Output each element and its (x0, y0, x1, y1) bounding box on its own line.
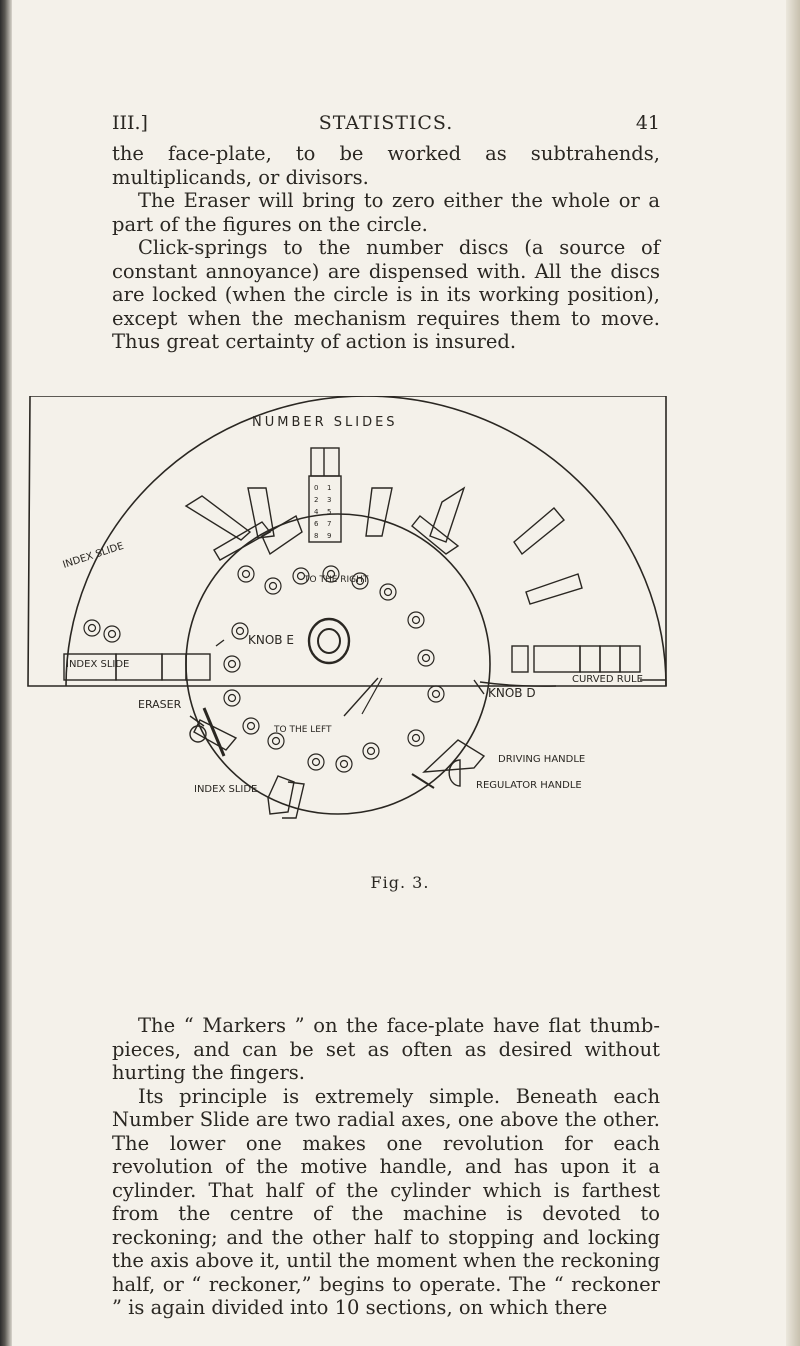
slide-digit: 5 (327, 508, 332, 516)
driving-handle-label: DRIVING HANDLE (498, 754, 586, 765)
slide-digit: 3 (327, 496, 332, 504)
index-slide-bottom-label: INDEX SLIDE (194, 784, 258, 795)
chapter-number: III.] (112, 112, 148, 134)
paragraph: Click-springs to the number discs (a source of constant annoyance) are dispensed with. All the discs are locked (when the circle is in its working position), except when the mechanism requires them to move. Thus great certainty of action is insured. (112, 236, 660, 353)
eraser-label: ERASER (138, 698, 182, 711)
page-number: 41 (635, 112, 660, 134)
slide-digit: 2 (314, 496, 319, 504)
paragraph: The “ Markers ” on the face-plate have flat thumb-pieces, and can be set as often as desired without hurting the fingers. (112, 1014, 660, 1084)
slide-digit: 6 (314, 520, 319, 528)
slide-digit: 1 (327, 484, 332, 492)
paragraph: The Eraser will bring to zero either the whole or a part of the figures on the circle. (112, 189, 660, 236)
paragraph: Its principle is extremely simple. Beneath each Number Slide are two radial axes, one above the other. The lower one makes one revolution for each revolution of the motive handle, and has upon it a cylinder. That half of the cylinder which is farthest from the centre of the machine is devoted to reckoning; and the other half to stopping and locking the axis above it, until the moment when the reckoning half, or “ reckoner,” begins to operate. The “ reckoner ” is again divided into 10 sections, on which there (112, 1084, 660, 1319)
bottom-text-block (112, 1014, 660, 1320)
to-the-right-label: TO THE RIGHT (304, 575, 369, 585)
regulator-handle-label: REGULATOR HANDLE (476, 780, 582, 791)
index-slide-left-label: INDEX SLIDE (66, 659, 130, 670)
figure-caption: Fig. 3. (370, 873, 430, 892)
to-the-left-label: TO THE LEFT (274, 725, 332, 735)
machine-diagram (26, 396, 716, 842)
page-outer-edge (786, 0, 800, 1346)
slide-digit: 4 (314, 508, 319, 516)
paragraph: the face-plate, to be worked as subtrahends, multiplicands, or divisors. (112, 142, 660, 189)
index-slide-top-label: INDEX SLIDE (61, 540, 126, 571)
slide-digit: 8 (314, 532, 319, 540)
curved-rule-label: CURVED RULE (572, 674, 643, 685)
slide-digit: 9 (327, 532, 332, 540)
knob-d-label: KNOB D (488, 686, 536, 700)
slide-digit: 7 (327, 520, 332, 528)
knob-e-label: KNOB E (248, 633, 294, 647)
running-head (112, 112, 660, 138)
number-slides-label: NUMBER SLIDES (252, 415, 398, 430)
slide-digit: 0 (314, 484, 319, 492)
page-title: STATISTICS. (318, 112, 454, 134)
page-binding-edge (0, 0, 12, 1346)
top-text-block (112, 142, 660, 354)
